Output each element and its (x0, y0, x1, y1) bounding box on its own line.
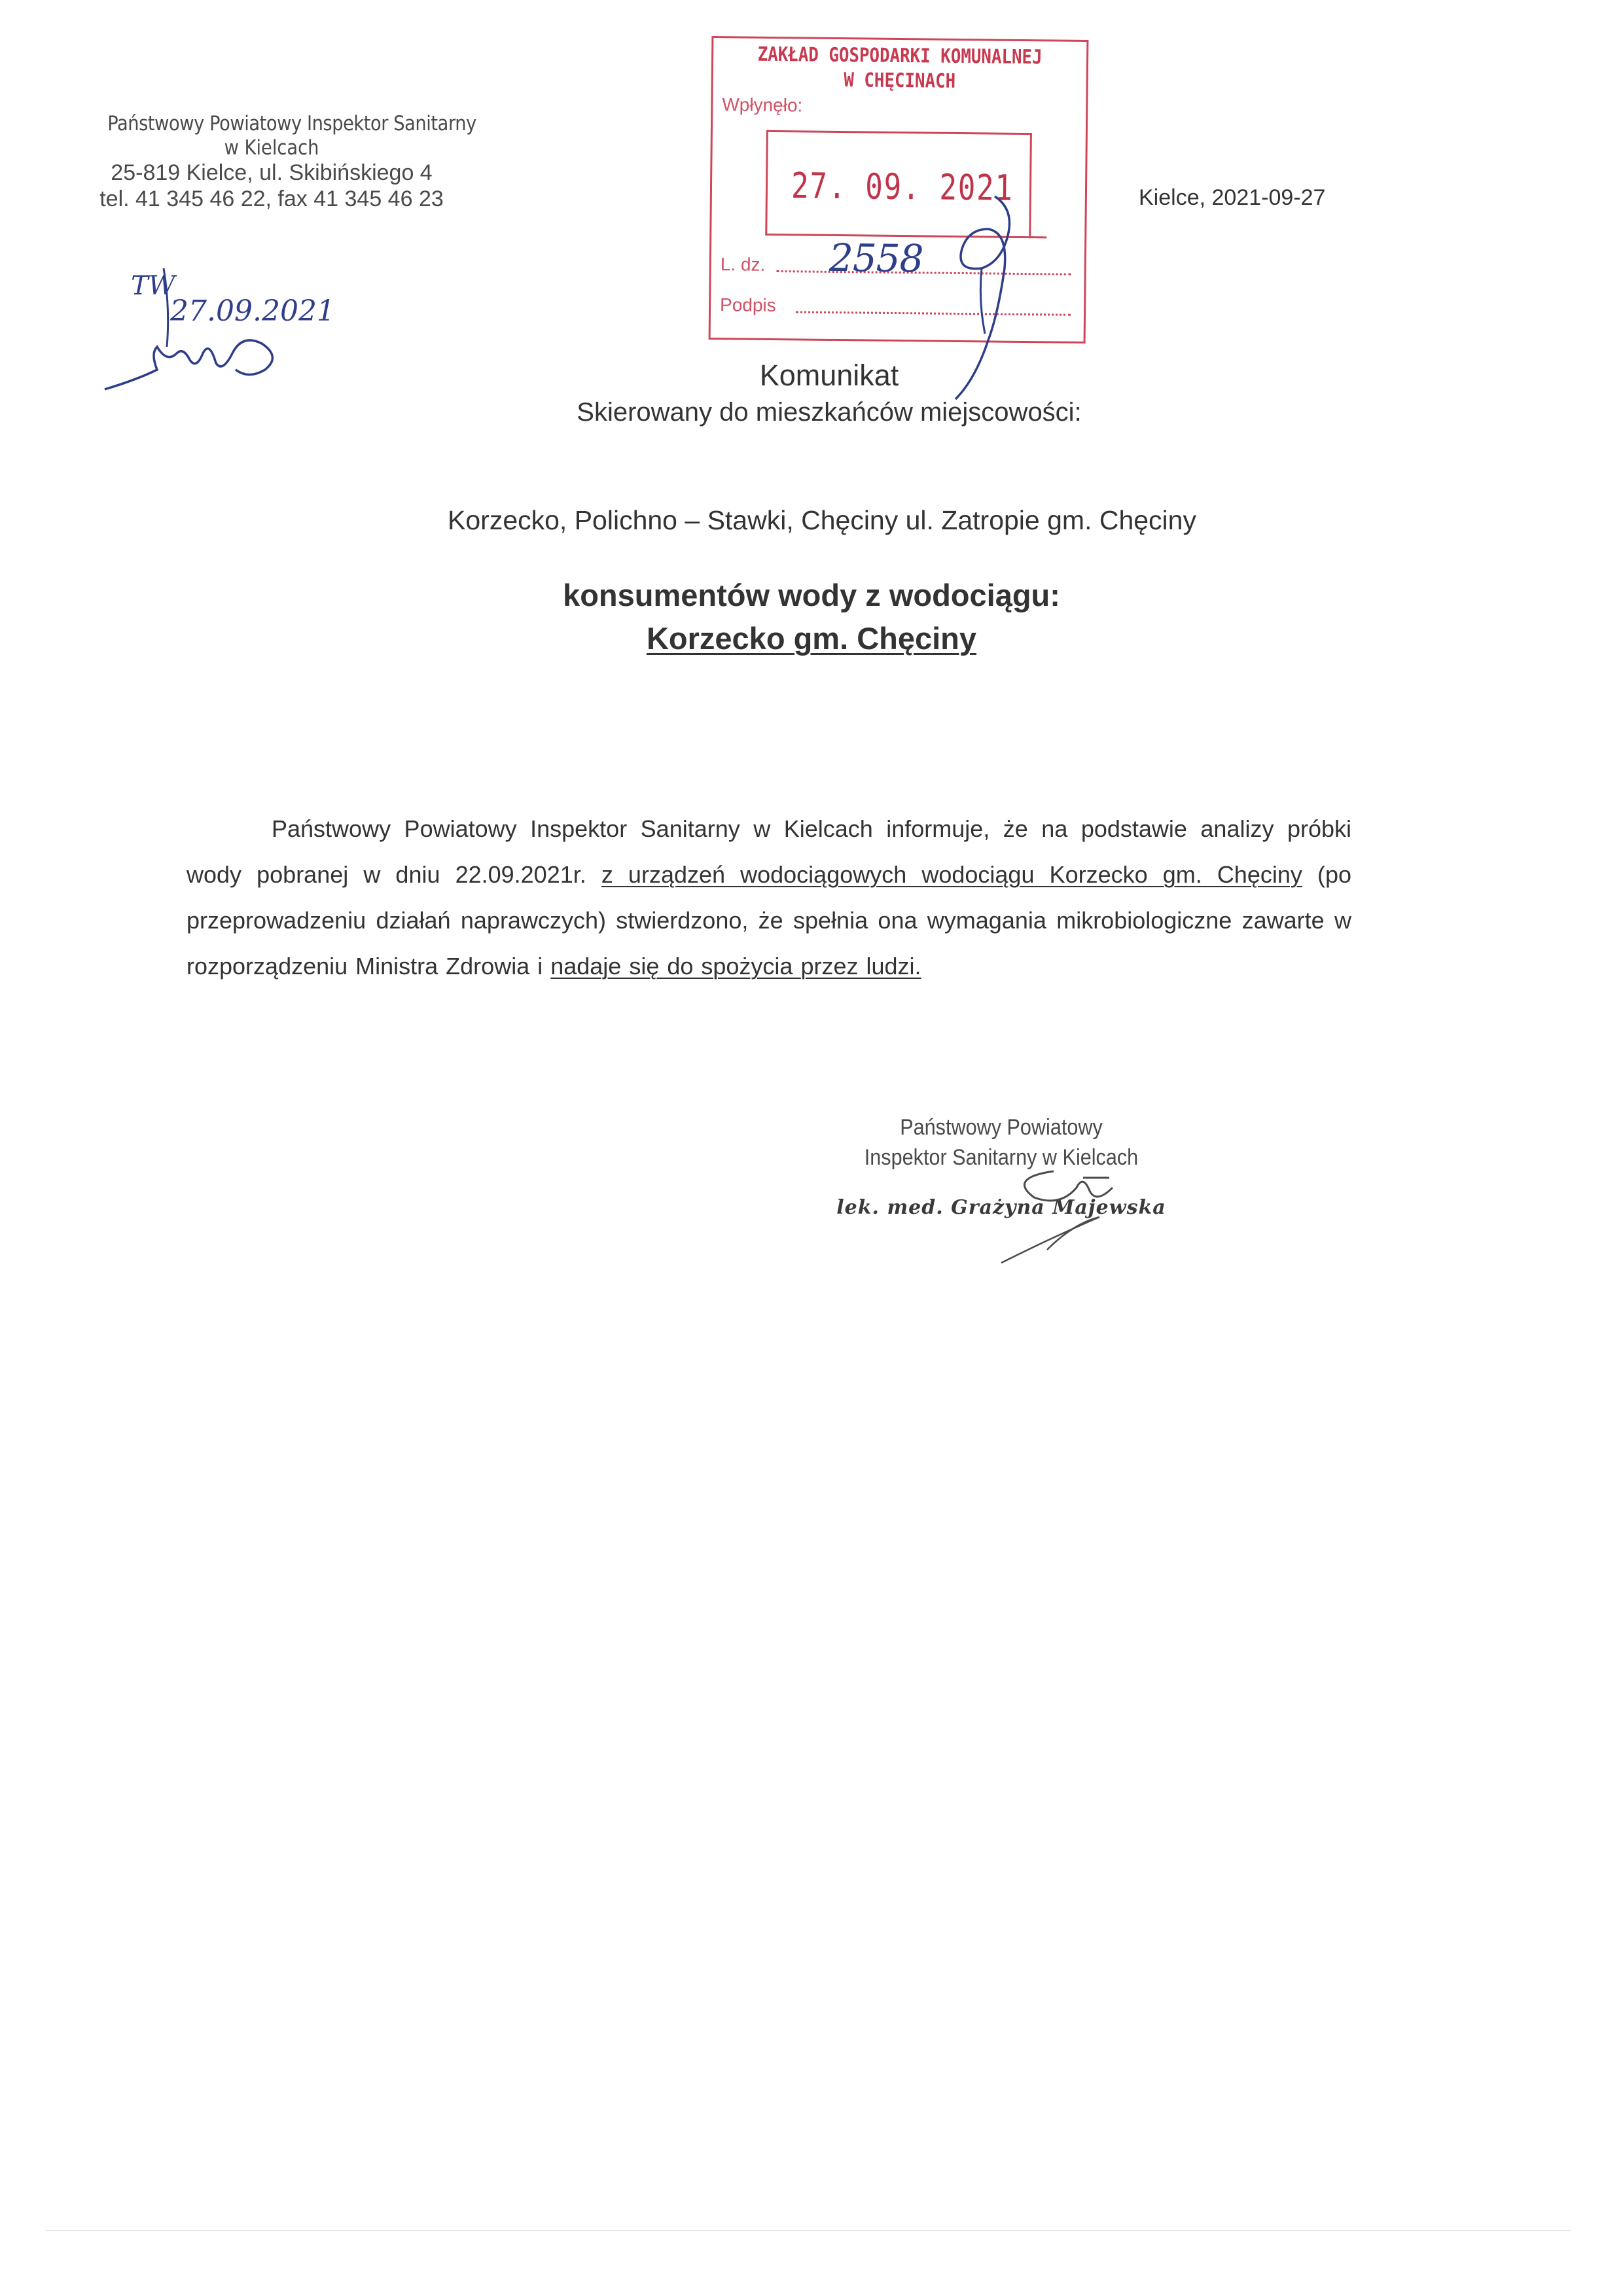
stamp-received-date: 27. 09. 2021 (791, 165, 1014, 209)
handwritten-initials: TW (131, 271, 175, 301)
body-part3: (po przeprowadzeniu działań naprawczych) stwierdzono, że spełnia ona wymagania mikrobiologiczne zawarte w rozporządzeniu Ministra Zdrowia i (187, 861, 1351, 980)
sender-street: 25-819 Kielce, ul. Skibińskiego 4 (111, 160, 433, 185)
sender-address-block (85, 111, 476, 212)
document-title: Komunikat (759, 359, 899, 392)
consumers-heading: konsumentów wody z wodociągu: (563, 578, 1060, 612)
stamp-ldz-label: L. dz. (720, 254, 766, 275)
signature-title-line2: Inspektor Sanitarny w Kielcach (864, 1145, 1139, 1170)
announcement-body (187, 806, 1351, 989)
body-part4-underlined: nadaje się do spożycia przez ludzi. (550, 953, 921, 980)
stamp-sign-label: Podpis (719, 294, 776, 316)
addressed-to-line: Skierowany do mieszkańców miejscowości: (577, 398, 1082, 427)
signature-name: lek. med. Grażyna Majewska (836, 1196, 1166, 1219)
localities-list: Korzecko, Polichno – Stawki, Chęciny ul. Zatropie gm. Chęciny (448, 505, 1196, 535)
signature-title-line1: Państwowy Powiatowy (900, 1115, 1103, 1140)
body-part1: Państwowy Powiatowy Inspektor Sanitarny w Kielcach informuje, że na podstawie analizy próbki wody pobranej w dniu 22.09.2021r. (187, 815, 1351, 888)
waterworks-heading (0, 620, 1623, 656)
handwritten-signature (962, 1152, 1185, 1269)
page-bottom-rule (46, 2230, 1571, 2231)
stamp-title-line2: W CHĘCINACH (844, 69, 956, 93)
sender-institution: Państwowy Powiatowy Inspektor Sanitarny (107, 112, 476, 135)
stamp-ldz-value: 2558 (829, 235, 923, 281)
place-and-date: Kielce, 2021-09-27 (1139, 185, 1326, 210)
sender-city: w Kielcach (224, 136, 319, 160)
stamp-received-label: Wpłynęło: (722, 94, 803, 116)
stamp-title-line1: ZAKŁAD GOSPODARKI KOMUNALNEJ (757, 43, 1043, 69)
waterworks-name: Korzecko gm. Chęciny (646, 621, 977, 656)
handwritten-date: 27.09.2021 (170, 294, 335, 328)
body-part2-underlined: z urządzeń wodociągowych wodociągu Korzecko gm. Chęciny (601, 861, 1302, 888)
sender-phone-fax: tel. 41 345 46 22, fax 41 345 46 23 (99, 186, 444, 211)
